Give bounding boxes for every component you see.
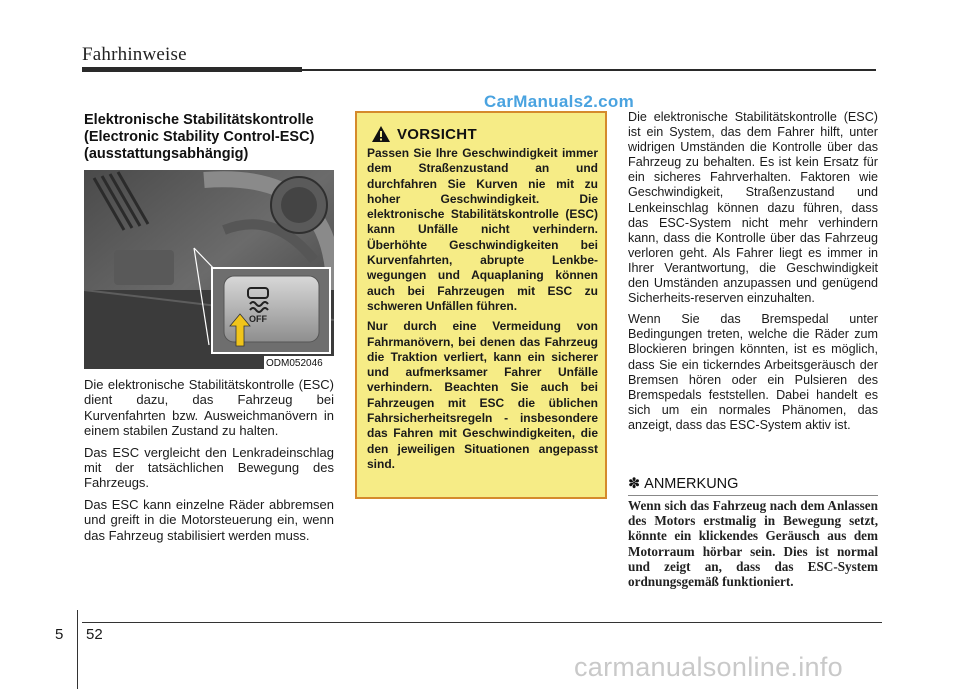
note-header [628, 476, 738, 492]
section-title [84, 112, 334, 163]
esc-off-button-photo [84, 170, 334, 369]
right-paragraph-1: Die elektronische Stabilitätskontrolle (ESC) ist ein System, das dem Fahrer hilft, unter widrigen Umständen die Kontrolle über das Fahrzeug zu behalten. Es ist kein Ersatz für ein sicheres Fahrverhalten. Faktoren wie Geschwindigkeit, Straßenzustand und Lenkeinschlag können dazu führen, dass das ESC-System nicht mehr verhindern kann, dass die Kontrolle über das Fahrzeug verloren geht. Als Fahrer liegt es immer in Ihrer Verantwortung, die Geschwindigkeit den Umständen anzupassen und genügend Sicherheits-reserven einzuhalten. [628, 110, 878, 306]
warning-header [371, 125, 477, 143]
esc-off-label: OFF [249, 314, 267, 324]
warning-paragraph-2: Nur durch eine Vermeidung von Fahrmanövern, bei denen das Fahrzeug die Traktion verliert, kann ein sicherer und aufmerksamer Fahrer Unfälle verhindern. Beachten Sie auch bei Fahrzeugen mit ESC die üblichen Fahrsicherheitsregeln - insbesondere das Fahren mit Geschwindigkeiten, die den jeweiligen Situationen angepasst sind. [367, 319, 598, 471]
right-body [628, 110, 878, 439]
note-divider [628, 495, 878, 496]
section-title-line-3: (ausstattungsabhängig) [84, 146, 249, 162]
figure-code: ODM052046 [266, 358, 323, 369]
header-rule-thin [302, 69, 876, 71]
right-paragraph-2: Wenn Sie das Bremspedal unter Bedingungen treten, welche die Räder zum Blockieren bringen könnten, ist es möglich, dass Sie ein tickerndes Arbeitsgeräusch der Bremsen hören oder ein Pulsieren des Bremspedals feststellen. Dabei handelt es sich um ein normales Phänomen, das anzeigt, dass das ESC-System aktiv ist. [628, 312, 878, 432]
left-paragraph-1: Die elektronische Stabilitätskontrolle (ESC) dient dazu, das Fahrzeug bei Kurvenfahrten bzw. Ausweichmanövern in einem stabilen Zustand zu halten. [84, 377, 334, 439]
left-body [84, 377, 334, 549]
chapter-number: 5 [55, 626, 64, 643]
warning-paragraph-1: Passen Sie Ihre Geschwindigkeit immer dem Straßenzustand an und durchfahren Sie Kurven nie mit zu hoher Geschwindigkeit. Die elektronische Stabilitätskontrolle (ESC) kann Unfälle nicht verhindern. Überhöhte Geschwindigkeiten bei Kurvenfahrten, abrupte Lenkbe-wegungen und Aquaplaning können auch bei Fahrzeugen mit ESC zu schweren Unfällen führen. [367, 146, 598, 313]
page-number: 52 [86, 626, 103, 643]
left-paragraph-2: Das ESC vergleicht den Lenkradeinschlag mit der tatsächlichen Bewegung des Fahrzeugs. [84, 444, 334, 491]
note-symbol: ✽ [628, 476, 641, 492]
section-title-line-1: Elektronische Stabilitätskontrolle [84, 112, 314, 128]
dashboard-illustration [84, 170, 334, 369]
section-title-line-2: (Electronic Stability Control-ESC) [84, 129, 315, 145]
header-rule-thick [82, 67, 302, 72]
watermark-top[interactable]: CarManuals2.com [484, 92, 634, 111]
footer-rule [82, 622, 882, 623]
note-text: Wenn sich das Fahrzeug nach dem Anlassen des Motors erstmalig in Bewegung setzt, könnte ein klickendes Geräusch aus dem Motorraum hörbar sein. Dies ist normal und zeigt an, dass das ESC-System ordnungsgemäß funktioniert. [628, 498, 878, 590]
warning-title: VORSICHT [397, 125, 477, 143]
running-title: Fahrhinweise [82, 44, 187, 65]
warning-triangle-icon [371, 125, 391, 143]
note-title: ANMERKUNG [644, 476, 739, 492]
watermark-bottom[interactable]: carmanualsonline.info [574, 652, 843, 682]
warning-body [367, 146, 598, 477]
warning-box [355, 111, 607, 499]
footer-divider [77, 610, 78, 689]
left-paragraph-3: Das ESC kann einzelne Räder abbremsen und greift in die Motorsteuerung ein, wenn das Fahrzeug stabilisiert werden muss. [84, 496, 334, 543]
